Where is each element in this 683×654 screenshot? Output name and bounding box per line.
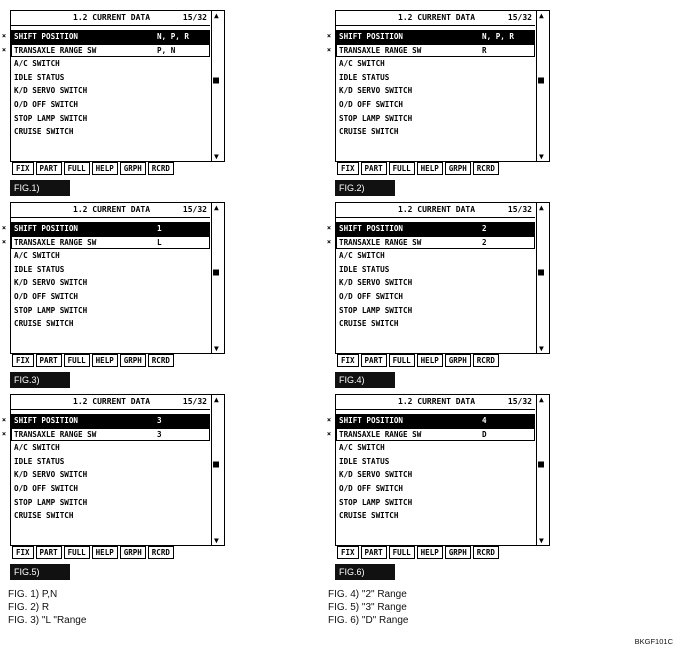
selected-mark-icon: × — [326, 237, 332, 246]
selected-mark-icon: × — [326, 224, 332, 232]
data-row[interactable] — [326, 222, 535, 236]
part-button[interactable]: PART — [361, 354, 387, 367]
data-row[interactable] — [336, 57, 535, 71]
data-row[interactable] — [1, 30, 210, 44]
data-row-label: CRUISE SWITCH — [14, 319, 74, 329]
scroll-down-icon[interactable]: ▼ — [539, 344, 544, 353]
shift-position-value: N, P, R — [482, 32, 515, 41]
data-row-label: IDLE STATUS — [339, 456, 390, 466]
data-row-label: STOP LAMP SWITCH — [339, 305, 413, 315]
transaxle-range-value: 2 — [482, 237, 487, 247]
help-button[interactable]: HELP — [92, 546, 118, 559]
page-indicator: 15/32 — [182, 397, 207, 406]
data-row[interactable] — [11, 71, 210, 85]
data-row[interactable] — [1, 236, 210, 250]
screen-title: 1.2 CURRENT DATA — [398, 13, 476, 22]
data-row-label: SHIFT POSITION — [14, 224, 79, 233]
data-row[interactable] — [1, 222, 210, 236]
rcrd-button[interactable]: RCRD — [473, 354, 499, 367]
data-row-label: TRANSAXLE RANGE SW — [339, 237, 422, 247]
figure-tag: FIG.2) — [335, 180, 395, 196]
screen-header — [11, 11, 210, 26]
screen-header — [11, 395, 210, 410]
fix-button[interactable]: FIX — [337, 162, 359, 175]
figure-tag: FIG.5) — [10, 564, 70, 580]
shift-position-value: 4 — [482, 416, 487, 425]
rcrd-button[interactable]: RCRD — [148, 162, 174, 175]
help-button[interactable]: HELP — [92, 162, 118, 175]
data-row-label: TRANSAXLE RANGE SW — [339, 429, 422, 439]
help-button[interactable]: HELP — [417, 354, 443, 367]
function-key-bar — [335, 546, 550, 560]
scan-tool-screen — [1, 10, 225, 162]
data-row[interactable] — [336, 249, 535, 263]
data-row[interactable] — [336, 509, 535, 523]
data-row-label: A/C SWITCH — [14, 59, 60, 69]
data-row-label: A/C SWITCH — [339, 443, 385, 453]
screen-title: 1.2 CURRENT DATA — [73, 205, 151, 214]
data-row-label: O/D OFF SWITCH — [14, 291, 79, 301]
transaxle-range-value: 3 — [157, 429, 162, 439]
fix-button[interactable]: FIX — [12, 546, 34, 559]
screen-title: 1.2 CURRENT DATA — [398, 397, 476, 406]
data-row-label: O/D OFF SWITCH — [14, 483, 79, 493]
data-row[interactable] — [11, 276, 210, 290]
captions-left — [8, 588, 86, 627]
data-row-label: K/D SERVO SWITCH — [14, 470, 88, 480]
scrollbar[interactable] — [536, 395, 549, 545]
data-list — [1, 414, 210, 523]
data-row-label: IDLE STATUS — [339, 72, 390, 82]
data-row[interactable] — [336, 112, 535, 126]
data-row[interactable] — [11, 290, 210, 304]
data-row-label: CRUISE SWITCH — [14, 127, 74, 137]
transaxle-range-value: R — [482, 45, 487, 55]
data-row-label: IDLE STATUS — [14, 264, 65, 274]
scroll-thumb-icon[interactable]: ■ — [213, 267, 220, 278]
page-indicator: 15/32 — [182, 13, 207, 22]
full-button[interactable]: FULL — [389, 162, 415, 175]
part-button[interactable]: PART — [36, 162, 62, 175]
data-row[interactable] — [336, 441, 535, 455]
scrollbar[interactable] — [211, 11, 224, 161]
part-button[interactable]: PART — [361, 546, 387, 559]
data-row[interactable] — [326, 428, 535, 442]
figure-tag: FIG.6) — [335, 564, 395, 580]
data-row-label: CRUISE SWITCH — [339, 127, 399, 137]
data-row[interactable] — [336, 125, 535, 139]
function-key-bar — [10, 546, 225, 560]
screen-header — [336, 203, 535, 218]
rcrd-button[interactable]: RCRD — [473, 546, 499, 559]
full-button[interactable]: FULL — [64, 354, 90, 367]
figure-panel-1 — [1, 10, 225, 193]
data-row[interactable] — [11, 496, 210, 510]
scrollbar[interactable] — [536, 203, 549, 353]
grph-button[interactable]: GRPH — [445, 354, 471, 367]
data-row-label: STOP LAMP SWITCH — [14, 113, 88, 123]
figure-panel-6 — [326, 394, 550, 577]
scroll-up-icon[interactable]: ▲ — [539, 203, 544, 212]
grph-button[interactable]: GRPH — [120, 546, 146, 559]
grph-button[interactable]: GRPH — [445, 162, 471, 175]
data-row-label: SHIFT POSITION — [14, 32, 79, 41]
data-row-label: SHIFT POSITION — [339, 32, 404, 41]
data-row[interactable] — [11, 482, 210, 496]
data-row-label: O/D OFF SWITCH — [339, 291, 404, 301]
data-row-label: STOP LAMP SWITCH — [14, 497, 88, 507]
screen-header — [11, 203, 210, 218]
scan-tool-screen — [326, 10, 550, 162]
data-row[interactable] — [336, 84, 535, 98]
scroll-up-icon[interactable]: ▲ — [214, 11, 219, 20]
scroll-thumb-icon[interactable]: ■ — [538, 459, 545, 470]
data-row[interactable] — [11, 304, 210, 318]
page-indicator: 15/32 — [507, 397, 532, 406]
page-indicator: 15/32 — [507, 13, 532, 22]
caption-fig5: FIG. 5) "3" Range — [328, 602, 407, 613]
data-row[interactable] — [11, 455, 210, 469]
scroll-thumb-icon[interactable]: ■ — [213, 459, 220, 470]
scroll-up-icon[interactable]: ▲ — [214, 203, 219, 212]
screen-header — [336, 11, 535, 26]
data-row[interactable] — [11, 468, 210, 482]
caption-fig3: FIG. 3) "L "Range — [8, 615, 87, 626]
scroll-up-icon[interactable]: ▲ — [539, 395, 544, 404]
figure-tag: FIG.1) — [10, 180, 70, 196]
scrollbar[interactable] — [211, 203, 224, 353]
figure-panel-2 — [326, 10, 550, 193]
scroll-down-icon[interactable]: ▼ — [539, 536, 544, 545]
part-button[interactable]: PART — [36, 354, 62, 367]
selected-mark-icon: × — [1, 237, 7, 246]
data-list — [326, 30, 535, 139]
data-row-label: K/D SERVO SWITCH — [339, 278, 413, 288]
data-row[interactable] — [326, 414, 535, 428]
data-row-label: IDLE STATUS — [14, 72, 65, 82]
full-button[interactable]: FULL — [389, 354, 415, 367]
data-row[interactable] — [326, 236, 535, 250]
selected-mark-icon: × — [326, 429, 332, 438]
data-row-label: CRUISE SWITCH — [14, 511, 74, 521]
shift-position-value: 1 — [157, 224, 162, 233]
fix-button[interactable]: FIX — [12, 354, 34, 367]
captions-right — [328, 588, 408, 627]
data-row-label: SHIFT POSITION — [14, 416, 79, 425]
data-row-label: TRANSAXLE RANGE SW — [14, 237, 97, 247]
data-row[interactable] — [336, 263, 535, 277]
figure-panel-4 — [326, 202, 550, 385]
scrollbar[interactable] — [536, 11, 549, 161]
data-row-label: STOP LAMP SWITCH — [339, 497, 413, 507]
function-key-bar — [335, 162, 550, 176]
data-row-label: A/C SWITCH — [339, 251, 385, 261]
scroll-thumb-icon[interactable]: ■ — [538, 267, 545, 278]
screen-header — [336, 395, 535, 410]
data-row-label: TRANSAXLE RANGE SW — [14, 429, 97, 439]
data-row-label: CRUISE SWITCH — [339, 511, 399, 521]
function-key-bar — [335, 354, 550, 368]
transaxle-range-value: D — [482, 429, 487, 439]
data-list — [326, 414, 535, 523]
fix-button[interactable]: FIX — [337, 546, 359, 559]
help-button[interactable]: HELP — [417, 546, 443, 559]
part-button[interactable]: PART — [361, 162, 387, 175]
data-row-label: O/D OFF SWITCH — [339, 483, 404, 493]
figure-tag: FIG.4) — [335, 372, 395, 388]
full-button[interactable]: FULL — [389, 546, 415, 559]
data-row[interactable] — [336, 71, 535, 85]
scan-tool-screen — [326, 394, 550, 546]
full-button[interactable]: FULL — [64, 162, 90, 175]
selected-mark-icon: × — [326, 32, 332, 40]
data-row-label: A/C SWITCH — [14, 251, 60, 261]
caption-fig4: FIG. 4) "2" Range — [328, 589, 407, 600]
rcrd-button[interactable]: RCRD — [148, 354, 174, 367]
screen-title: 1.2 CURRENT DATA — [73, 397, 151, 406]
selected-mark-icon: × — [1, 224, 7, 232]
rcrd-button[interactable]: RCRD — [473, 162, 499, 175]
data-row-label: A/C SWITCH — [14, 443, 60, 453]
selected-mark-icon: × — [1, 32, 7, 40]
data-row[interactable] — [336, 304, 535, 318]
data-row-label: SHIFT POSITION — [339, 224, 404, 233]
data-row-label: K/D SERVO SWITCH — [339, 86, 413, 96]
scan-tool-screen — [1, 394, 225, 546]
data-row[interactable] — [336, 482, 535, 496]
screen-title: 1.2 CURRENT DATA — [73, 13, 151, 22]
shift-position-value: 2 — [482, 224, 487, 233]
transaxle-range-value: L — [157, 237, 162, 247]
data-row-label: STOP LAMP SWITCH — [339, 113, 413, 123]
data-row-label: IDLE STATUS — [14, 456, 65, 466]
scroll-thumb-icon[interactable]: ■ — [213, 75, 220, 86]
data-row-label: O/D OFF SWITCH — [339, 99, 404, 109]
data-row[interactable] — [336, 455, 535, 469]
scan-tool-screen — [326, 202, 550, 354]
data-row[interactable] — [11, 249, 210, 263]
help-button[interactable]: HELP — [417, 162, 443, 175]
data-row[interactable] — [336, 290, 535, 304]
scroll-down-icon[interactable]: ▼ — [214, 344, 219, 353]
scrollbar[interactable] — [211, 395, 224, 545]
shift-position-value: N, P, R — [157, 32, 190, 41]
data-list — [326, 222, 535, 331]
grph-button[interactable]: GRPH — [445, 546, 471, 559]
fix-button[interactable]: FIX — [337, 354, 359, 367]
data-row[interactable] — [336, 496, 535, 510]
data-row[interactable] — [336, 468, 535, 482]
data-row[interactable] — [1, 414, 210, 428]
data-row[interactable] — [1, 44, 210, 58]
help-button[interactable]: HELP — [92, 354, 118, 367]
shift-position-value: 3 — [157, 416, 162, 425]
data-row[interactable] — [11, 317, 210, 331]
fix-button[interactable]: FIX — [12, 162, 34, 175]
data-row[interactable] — [11, 509, 210, 523]
selected-mark-icon: × — [326, 416, 332, 424]
data-row[interactable] — [326, 44, 535, 58]
full-button[interactable]: FULL — [64, 546, 90, 559]
data-row[interactable] — [11, 84, 210, 98]
scroll-down-icon[interactable]: ▼ — [539, 152, 544, 161]
data-list — [1, 222, 210, 331]
data-row[interactable] — [1, 428, 210, 442]
data-row[interactable] — [326, 30, 535, 44]
scroll-down-icon[interactable]: ▼ — [214, 152, 219, 161]
data-row-label: TRANSAXLE RANGE SW — [339, 45, 422, 55]
data-row-label: O/D OFF SWITCH — [14, 99, 79, 109]
data-row-label: K/D SERVO SWITCH — [14, 86, 88, 96]
scan-tool-screen — [1, 202, 225, 354]
data-row-label: STOP LAMP SWITCH — [14, 305, 88, 315]
data-row-label: IDLE STATUS — [339, 264, 390, 274]
data-row[interactable] — [336, 317, 535, 331]
caption-fig1: FIG. 1) P,N — [8, 589, 58, 600]
screen-title: 1.2 CURRENT DATA — [398, 205, 476, 214]
data-row-label: A/C SWITCH — [339, 59, 385, 69]
figure-tag: FIG.3) — [10, 372, 70, 388]
data-row[interactable] — [11, 125, 210, 139]
data-row[interactable] — [336, 98, 535, 112]
function-key-bar — [10, 354, 225, 368]
scroll-thumb-icon[interactable]: ■ — [538, 75, 545, 86]
data-row-label: TRANSAXLE RANGE SW — [14, 45, 97, 55]
data-row[interactable] — [11, 98, 210, 112]
data-row-label: K/D SERVO SWITCH — [339, 470, 413, 480]
selected-mark-icon: × — [326, 45, 332, 54]
function-key-bar — [10, 162, 225, 176]
figure-panel-3 — [1, 202, 225, 385]
grph-button[interactable]: GRPH — [120, 354, 146, 367]
selected-mark-icon: × — [1, 45, 7, 54]
part-button[interactable]: PART — [36, 546, 62, 559]
caption-fig2: FIG. 2) R — [8, 602, 50, 613]
data-row[interactable] — [11, 263, 210, 277]
page-indicator: 15/32 — [182, 205, 207, 214]
data-row[interactable] — [11, 441, 210, 455]
data-row[interactable] — [11, 112, 210, 126]
figure-panel-5 — [1, 394, 225, 577]
figure-code: BKGF101C — [634, 637, 673, 646]
grph-button[interactable]: GRPH — [120, 162, 146, 175]
selected-mark-icon: × — [1, 429, 7, 438]
page-indicator: 15/32 — [507, 205, 532, 214]
data-row-label: SHIFT POSITION — [339, 416, 404, 425]
rcrd-button[interactable]: RCRD — [148, 546, 174, 559]
caption-fig6: FIG. 6) "D" Range — [328, 615, 409, 626]
scroll-up-icon[interactable]: ▲ — [214, 395, 219, 404]
data-row-label: K/D SERVO SWITCH — [14, 278, 88, 288]
scroll-down-icon[interactable]: ▼ — [214, 536, 219, 545]
data-row[interactable] — [336, 276, 535, 290]
scroll-up-icon[interactable]: ▲ — [539, 11, 544, 20]
data-row-label: CRUISE SWITCH — [339, 319, 399, 329]
data-row[interactable] — [11, 57, 210, 71]
transaxle-range-value: P, N — [157, 45, 176, 55]
selected-mark-icon: × — [1, 416, 7, 424]
data-list — [1, 30, 210, 139]
